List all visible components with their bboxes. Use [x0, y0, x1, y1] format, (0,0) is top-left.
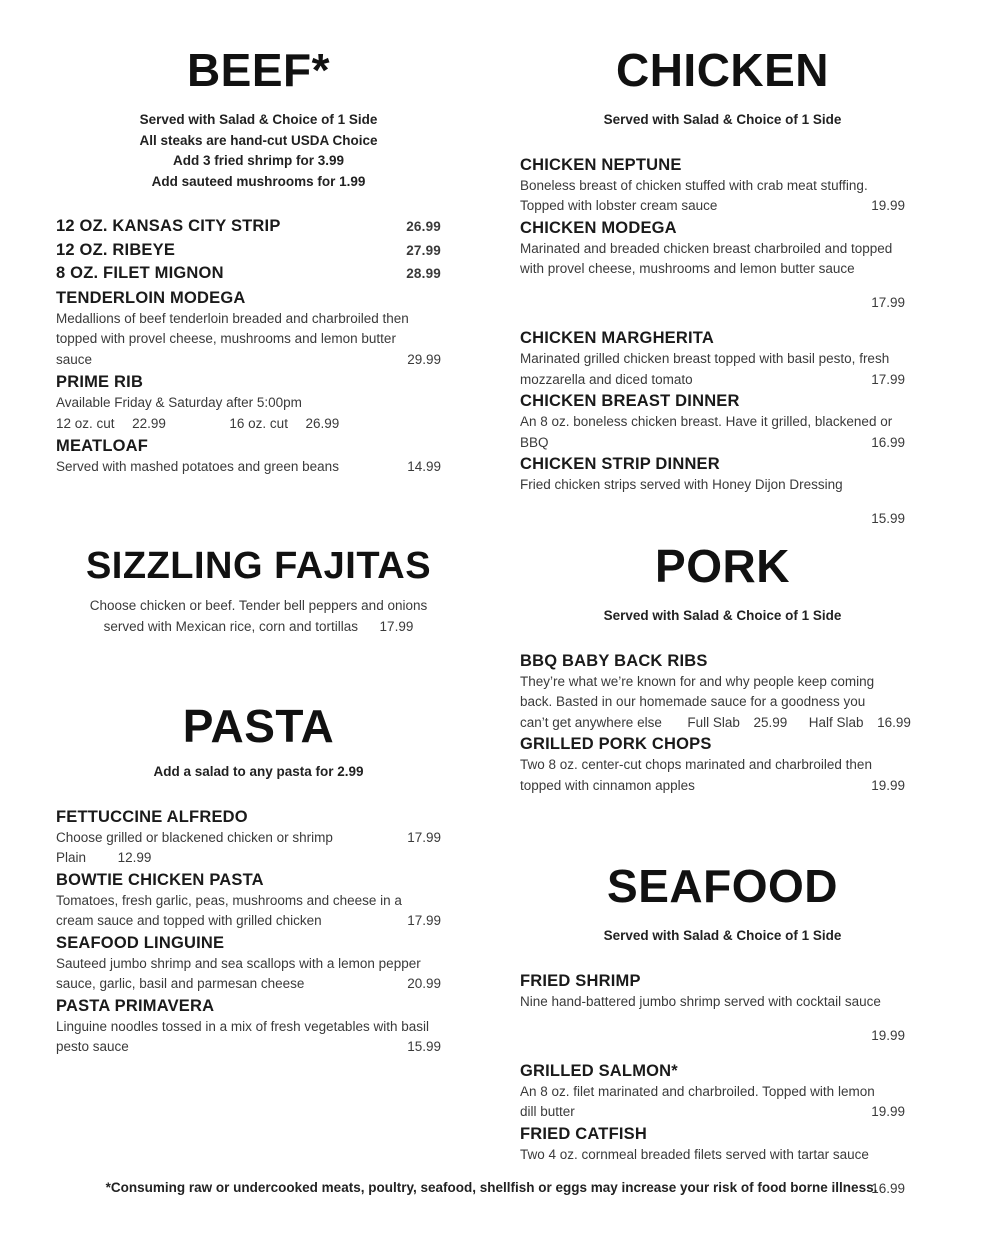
item-price: 19.99: [871, 198, 905, 213]
prime-rib-cuts: [56, 414, 461, 435]
item-name: 12 OZ. KANSAS CITY STRIP: [56, 217, 281, 235]
item-price: 17.99: [407, 913, 441, 928]
linguine-name: SEAFOOD LINGUINE: [56, 933, 225, 952]
item-description: They’re what we’re known for and why people keep coming: [520, 673, 875, 689]
item-price: 15.99: [871, 511, 905, 526]
item-price: 26.99: [406, 219, 441, 234]
item-description: [520, 713, 925, 734]
item-description-text: sauce, garlic, basil and parmesan cheese: [56, 976, 305, 991]
item-description: An 8 oz. boneless chicken breast. Have it grilled, blackened or: [520, 414, 893, 429]
item-price: 19.99: [871, 1027, 905, 1043]
fajitas-description: Choose chicken or beef. Tender bell peppers and onions: [89, 598, 428, 613]
item-description: [520, 370, 925, 391]
pork-chops-name: GRILLED PORK CHOPS: [520, 735, 712, 753]
item-name: 8 OZ. FILET MIGNON: [56, 264, 224, 282]
neptune-name: CHICKEN NEPTUNE: [520, 155, 682, 174]
beef-subtitle: Served with Salad & Choice of 1 Side: [139, 112, 378, 127]
item-description: [56, 911, 461, 932]
bowtie-name: BOWTIE CHICKEN PASTA: [56, 870, 264, 889]
item-description: An 8 oz. filet marinated and charbroiled. Topped with lemon: [520, 1083, 875, 1099]
item-description: Fried chicken strips served with Honey Dijon Dressing: [520, 477, 843, 492]
item-description: Two 8 oz. center-cut chops marinated and charbroiled then: [520, 757, 872, 772]
plain-price: 12.99: [117, 850, 152, 865]
menu-item-ribeye: [56, 239, 461, 263]
item-description: Tomatoes, fresh garlic, peas, mushrooms and cheese in a: [56, 892, 402, 908]
item-description: back. Basted in our homemade sauce for a goodness you: [520, 694, 866, 709]
cut-price: 22.99: [132, 415, 166, 431]
item-description-text: Served with mashed potatoes and green beans: [56, 459, 339, 474]
item-description: Sauteed jumbo shrimp and sea scallops with a lemon pepper: [56, 955, 421, 971]
beef-section: [56, 44, 461, 478]
item-price: 16.99: [871, 434, 905, 450]
grilled-salmon-name: GRILLED SALMON*: [520, 1061, 678, 1080]
item-description: topped with provel cheese, mushrooms and lemon butter: [56, 331, 396, 346]
fried-catfish-name: FRIED CATFISH: [520, 1124, 647, 1143]
chicken-section: [520, 44, 925, 543]
seafood-title: SEAFOOD: [607, 860, 838, 912]
pasta-section: [56, 700, 461, 1058]
item-price: 27.99: [406, 242, 441, 258]
item-price: 17.99: [871, 295, 905, 310]
item-description-text: mozzarella and diced tomato: [520, 371, 693, 387]
item-description: [56, 1037, 461, 1058]
item-description-text: BBQ: [520, 434, 549, 450]
half-slab-price: 16.99: [877, 714, 911, 730]
item-description: Nine hand-battered jumbo shrimp served with cocktail sauce: [520, 993, 881, 1009]
item-description: [56, 350, 461, 371]
item-description: [520, 776, 925, 797]
pork-subtitle: Served with Salad & Choice of 1 Side: [603, 608, 842, 623]
menu-item-kc-strip: [56, 215, 461, 239]
item-name: 12 OZ. RIBEYE: [56, 240, 176, 259]
item-description: [520, 1102, 925, 1123]
menu-item-filet: [56, 262, 461, 286]
item-price: 17.99: [379, 618, 414, 634]
item-price: 15.99: [407, 1039, 441, 1054]
seafood-section: [520, 860, 925, 1213]
item-price: 20.99: [407, 976, 441, 991]
chicken-title: CHICKEN: [615, 44, 830, 96]
tenderloin-name: TENDERLOIN MODEGA: [56, 288, 246, 307]
item-price: 29.99: [407, 351, 441, 367]
margherita-name: CHICKEN MARGHERITA: [520, 329, 714, 347]
item-description: Available Friday & Saturday after 5:00pm: [56, 395, 302, 410]
item-description: Boneless breast of chicken stuffed with crab meat stuffing.: [520, 177, 868, 193]
pork-title: PORK: [655, 540, 790, 592]
food-safety-disclaimer: *Consuming raw or undercooked meats, poultry, seafood, shellfish or eggs may increase your risk of food borne illness.: [105, 1180, 878, 1195]
ribs-name: BBQ BABY BACK RIBS: [520, 651, 708, 670]
meatloaf-name: MEATLOAF: [56, 437, 149, 455]
full-slab-label: Full Slab: [687, 714, 740, 730]
item-description: [56, 457, 461, 478]
item-description: [56, 828, 461, 849]
item-description-text: served with Mexican rice, corn and tortillas: [103, 618, 359, 634]
item-description-text: cream sauce and topped with grilled chicken: [56, 913, 322, 928]
pork-section: [520, 540, 925, 796]
fajitas-description: [56, 617, 461, 638]
item-description-text: can’t get anywhere else: [520, 714, 662, 730]
item-price: 14.99: [407, 459, 441, 474]
cut-label: 16 oz. cut: [229, 415, 288, 431]
beef-subtitle: All steaks are hand-cut USDA Choice: [139, 132, 378, 148]
seafood-subtitle: Served with Salad & Choice of 1 Side: [603, 928, 842, 943]
cut-label: 12 oz. cut: [56, 415, 115, 431]
item-description: Medallions of beef tenderloin breaded and charbroiled then: [56, 310, 409, 326]
primavera-name: PASTA PRIMAVERA: [56, 996, 215, 1015]
item-description-text: dill butter: [520, 1104, 575, 1119]
plain-label: Plain: [56, 850, 87, 865]
item-price: 28.99: [406, 266, 441, 281]
pasta-subtitle: Add a salad to any pasta for 2.99: [153, 764, 364, 779]
fajitas-title: SIZZLING FAJITAS: [85, 545, 432, 587]
item-price: 16.99: [871, 1180, 905, 1196]
item-description: Marinated and breaded chicken breast charbroiled and topped: [520, 240, 893, 256]
item-description-text: Topped with lobster cream sauce: [520, 198, 718, 213]
item-description: with provel cheese, mushrooms and lemon butter sauce: [520, 261, 855, 276]
full-slab-price: 25.99: [753, 714, 788, 730]
chicken-subtitle: Served with Salad & Choice of 1 Side: [603, 112, 842, 127]
item-description-text: pesto sauce: [56, 1039, 129, 1054]
item-price: 17.99: [407, 829, 441, 845]
breast-dinner-name: CHICKEN BREAST DINNER: [520, 392, 740, 410]
alfredo-name: FETTUCCINE ALFREDO: [56, 807, 248, 826]
prime-rib-name: PRIME RIB: [56, 373, 144, 391]
cut-price: 26.99: [305, 415, 340, 431]
item-description: Two 4 oz. cornmeal breaded filets served with tartar sauce: [520, 1146, 869, 1162]
fajitas-section: [56, 540, 461, 637]
item-description-text: topped with cinnamon apples: [520, 777, 695, 793]
item-description: Linguine noodles tossed in a mix of fresh vegetables with basil: [56, 1018, 429, 1034]
fried-shrimp-name: FRIED SHRIMP: [520, 971, 641, 990]
beef-subtitle: Add 3 fried shrimp for 3.99: [172, 153, 345, 168]
item-description: [56, 974, 461, 995]
item-price: 19.99: [871, 777, 905, 793]
half-slab-label: Half Slab: [808, 714, 864, 730]
item-description: [520, 433, 925, 454]
strip-dinner-name: CHICKEN STRIP DINNER: [520, 455, 720, 473]
item-description: [520, 196, 925, 217]
item-price: 17.99: [871, 371, 905, 387]
beef-title: BEEF*: [186, 44, 331, 96]
item-price: 19.99: [871, 1104, 905, 1119]
item-description: Marinated grilled chicken breast topped with basil pesto, fresh: [520, 351, 890, 366]
item-description-text: Choose grilled or blackened chicken or shrimp: [56, 829, 333, 845]
item-description-text: sauce: [56, 351, 93, 367]
modega-name: CHICKEN MODEGA: [520, 218, 677, 237]
pasta-title: PASTA: [182, 700, 335, 752]
item-description: [56, 848, 461, 869]
beef-subtitle: Add sauteed mushrooms for 1.99: [151, 173, 366, 189]
